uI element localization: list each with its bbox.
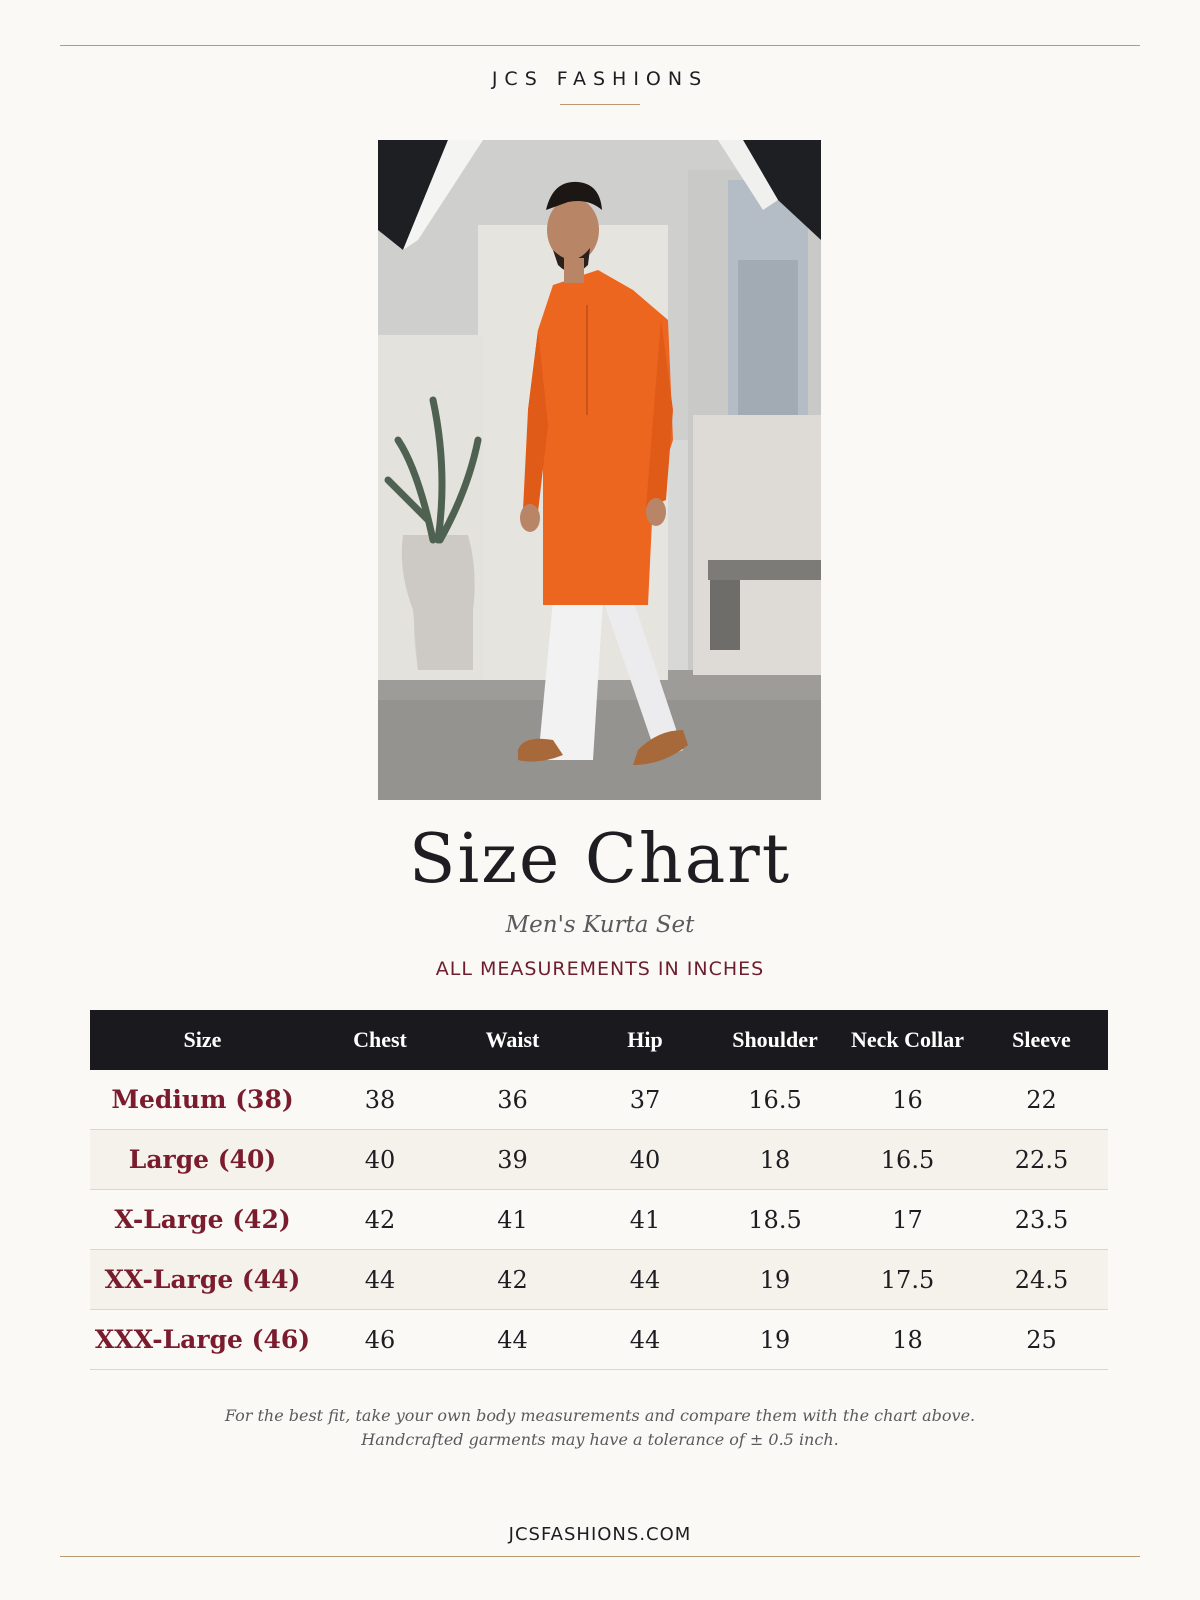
- waist-value: 44: [445, 1310, 580, 1370]
- size-label: XX-Large (44): [90, 1250, 315, 1310]
- table-row: [90, 1190, 1108, 1250]
- shoulder-value: 18.5: [710, 1190, 840, 1250]
- header-shoulder: Shoulder: [710, 1010, 840, 1070]
- website-link[interactable]: JCSFASHIONS.COM: [508, 1524, 692, 1545]
- header-neck-collar: Neck Collar: [840, 1010, 975, 1070]
- neck-collar-value: 17: [840, 1190, 975, 1250]
- neck-collar-value: 16.5: [840, 1130, 975, 1190]
- bottom-divider: [60, 1556, 1140, 1557]
- header-size: Size: [90, 1010, 315, 1070]
- chest-value: 38: [315, 1070, 445, 1130]
- table-row: [90, 1250, 1108, 1310]
- chest-value: 42: [315, 1190, 445, 1250]
- hip-value: 44: [580, 1250, 710, 1310]
- model-photo: [378, 140, 821, 800]
- sleeve-value: 22: [975, 1070, 1108, 1130]
- table-header-row: [90, 1010, 1108, 1070]
- waist-value: 42: [445, 1250, 580, 1310]
- units-note: ALL MEASUREMENTS IN INCHES: [435, 958, 765, 980]
- chest-value: 40: [315, 1130, 445, 1190]
- fit-footnote: [0, 1404, 1200, 1452]
- page-subtitle: Men's Kurta Set: [505, 912, 695, 938]
- table-row: [90, 1070, 1108, 1130]
- neck-collar-value: 17.5: [840, 1250, 975, 1310]
- sleeve-value: 23.5: [975, 1190, 1108, 1250]
- size-label: XXX-Large (46): [90, 1310, 315, 1370]
- sleeve-value: 25: [975, 1310, 1108, 1370]
- shoulder-value: 19: [710, 1310, 840, 1370]
- model-photo-illustration: [378, 140, 821, 800]
- sleeve-value: 24.5: [975, 1250, 1108, 1310]
- header-hip: Hip: [580, 1010, 710, 1070]
- hip-value: 37: [580, 1070, 710, 1130]
- brand-underline: [560, 104, 640, 105]
- shoulder-value: 16.5: [710, 1070, 840, 1130]
- hip-value: 44: [580, 1310, 710, 1370]
- neck-collar-value: 18: [840, 1310, 975, 1370]
- waist-value: 41: [445, 1190, 580, 1250]
- header-sleeve: Sleeve: [975, 1010, 1108, 1070]
- size-label: X-Large (42): [90, 1190, 315, 1250]
- chest-value: 44: [315, 1250, 445, 1310]
- header-chest: Chest: [315, 1010, 445, 1070]
- waist-value: 36: [445, 1070, 580, 1130]
- hip-value: 40: [580, 1130, 710, 1190]
- header-waist: Waist: [445, 1010, 580, 1070]
- size-table: [90, 1010, 1108, 1370]
- hip-value: 41: [580, 1190, 710, 1250]
- shoulder-value: 18: [710, 1130, 840, 1190]
- shoulder-value: 19: [710, 1250, 840, 1310]
- footnote-line-1: For the best fit, take your own body measurements and compare them with the chart above.: [224, 1406, 976, 1425]
- size-label: Medium (38): [90, 1070, 315, 1130]
- sleeve-value: 22.5: [975, 1130, 1108, 1190]
- chest-value: 46: [315, 1310, 445, 1370]
- footnote-line-2: Handcrafted garments may have a tolerance of ± 0.5 inch.: [361, 1430, 839, 1449]
- top-divider: [60, 45, 1140, 46]
- page-title: Size Chart: [408, 820, 792, 899]
- waist-value: 39: [445, 1130, 580, 1190]
- table-row: [90, 1130, 1108, 1190]
- size-label: Large (40): [90, 1130, 315, 1190]
- table-row: [90, 1310, 1108, 1370]
- brand-name: JCS FASHIONS: [491, 68, 709, 90]
- neck-collar-value: 16: [840, 1070, 975, 1130]
